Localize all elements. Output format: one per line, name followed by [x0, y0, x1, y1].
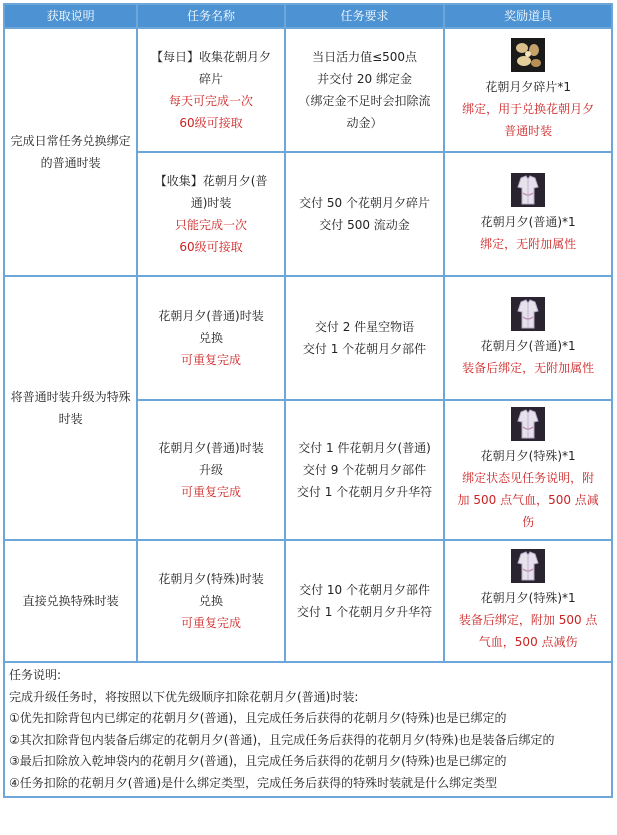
table-row	[5, 29, 611, 151]
table-row	[5, 277, 611, 399]
reward-cell: 花朝月夕(特殊)*1 绑定状态见任务说明，附 加 500 点气血，500 点减 伤	[445, 401, 611, 539]
requirements-cell: 交付 1 件花朝月夕(普通) 交付 9 个花朝月夕部件 交付 1 个花朝月夕升华符	[286, 401, 444, 539]
notes-line: ③最后扣除放入乾坤袋内的花朝月夕(普通)，且完成任务后获得的花朝月夕(特殊)也是已绑定的	[9, 754, 507, 768]
requirements-cell: 交付 10 个花朝月夕部件 交付 1 个花朝月夕升华符	[286, 541, 444, 661]
costume-icon	[511, 407, 545, 441]
costume-icon	[511, 549, 545, 583]
notes-line: 完成升级任务时，将按照以下优先级顺序扣除花朝月夕(普通)时装:	[9, 689, 359, 704]
quest-name-cell: 花朝月夕(普通)时装 升级 可重复完成	[138, 401, 283, 539]
reward-cell: 花朝月夕(特殊)*1 装备后绑定，附加 500 点 气血，500 点减伤	[445, 541, 611, 661]
quest-name-cell: 【收集】花朝月夕(普 通)时装 只能完成一次 60级可接取	[138, 153, 283, 275]
costume-icon	[511, 173, 545, 207]
fragment-icon	[511, 38, 545, 72]
requirements-cell: 当日活力值≤500点 并交付 20 绑定金 （绑定金不足时会扣除流 动金）	[286, 29, 444, 151]
quest-table-wrapper	[3, 3, 613, 798]
requirements-cell: 交付 2 件星空物语 交付 1 个花朝月夕部件	[286, 277, 444, 399]
notes-title: 任务说明:	[9, 668, 62, 682]
reward-cell: 花朝月夕(普通)*1 绑定，无附加属性	[445, 153, 611, 275]
header-requirements: 任务要求	[286, 5, 444, 27]
quest-table	[3, 3, 613, 798]
quest-name-cell: 花朝月夕(普通)时装 兑换 可重复完成	[138, 277, 283, 399]
notes-line: ②其次扣除背包内装备后绑定的花朝月夕(普通)，且完成任务后获得的花朝月夕(特殊)也是装备后绑定的	[9, 732, 555, 747]
header-reward: 奖励道具	[445, 5, 611, 27]
obtain-cell: 完成日常任务兑换绑定的普通时装	[5, 29, 136, 275]
quest-name-cell: 【每日】收集花朝月夕 碎片 每天可完成一次 60级可接取	[138, 29, 283, 151]
task-notes	[5, 663, 611, 796]
header-quest-name: 任务名称	[138, 5, 283, 27]
reward-cell: 花朝月夕碎片*1 绑定，用于兑换花朝月夕 普通时装	[445, 29, 611, 151]
notes-line: ④任务扣除的花朝月夕(普通)是什么绑定类型，完成任务后获得的特殊时装就是什么绑定类型	[9, 775, 498, 790]
header-row	[5, 5, 611, 27]
requirements-cell: 交付 50 个花朝月夕碎片 交付 500 流动金	[286, 153, 444, 275]
costume-icon	[511, 297, 545, 331]
table-row	[5, 541, 611, 661]
obtain-cell: 直接兑换特殊时装	[5, 541, 136, 661]
quest-name-cell: 花朝月夕(特殊)时装 兑换 可重复完成	[138, 541, 283, 661]
notes-row	[5, 663, 611, 796]
obtain-cell: 将普通时装升级为特殊时装	[5, 277, 136, 539]
header-obtain: 获取说明	[5, 5, 136, 27]
reward-cell: 花朝月夕(普通)*1 装备后绑定，无附加属性	[445, 277, 611, 399]
notes-line: ①优先扣除背包内已绑定的花朝月夕(普通)，且完成任务后获得的花朝月夕(特殊)也是已绑定的	[9, 711, 507, 725]
